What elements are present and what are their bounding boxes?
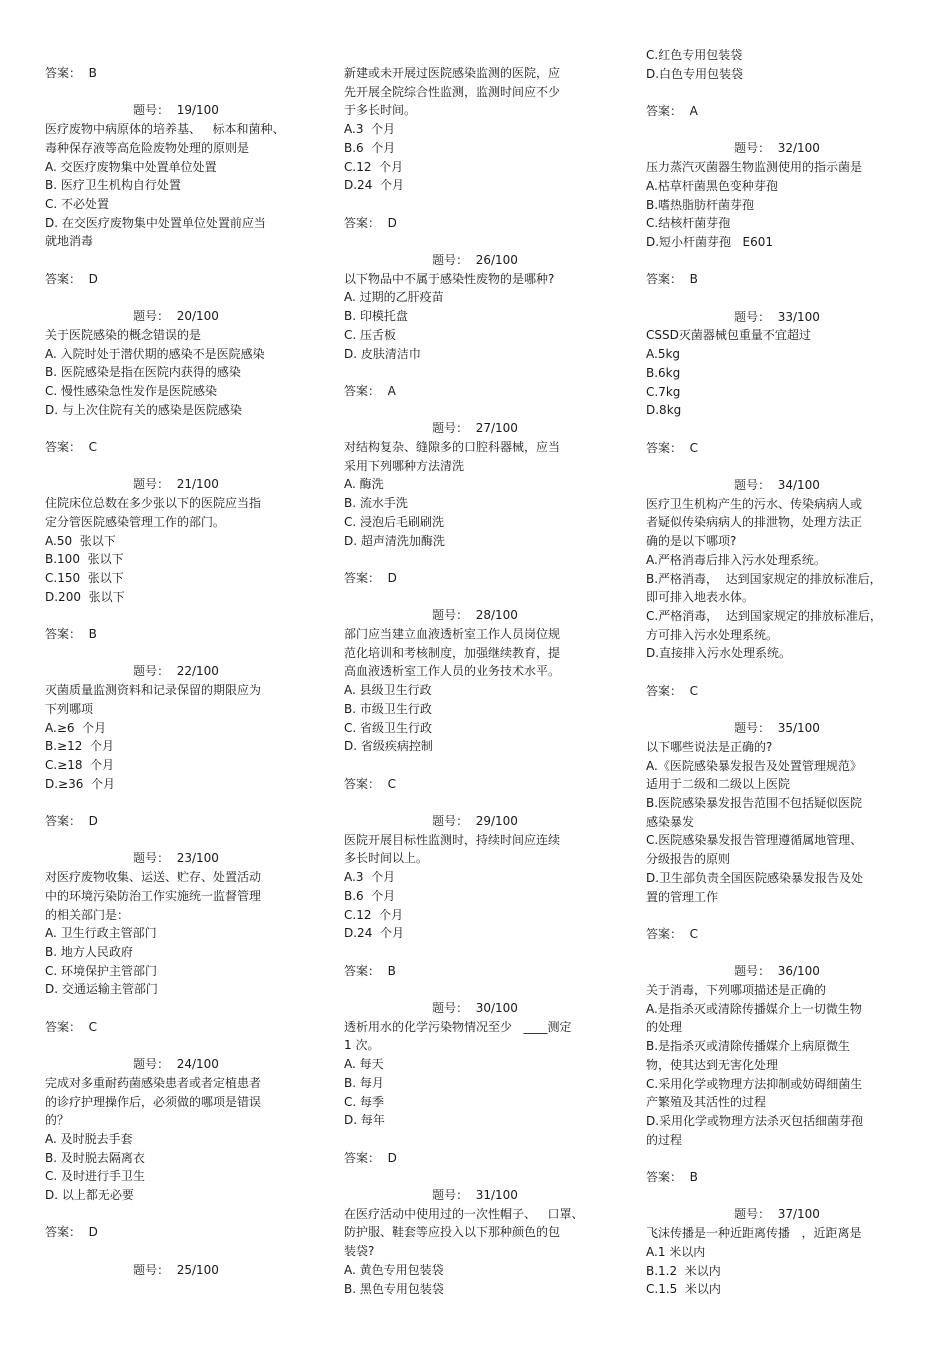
question-text-line: 于多长时间。 [344,103,417,118]
question-text-line: D. 皮肤清洁巾 [344,346,421,361]
question-text-line: 就地消毒 [45,234,94,249]
spacer [646,944,908,963]
question-text-line: 范化培训和考核制度，加强继续教育，提 [344,645,561,660]
question-text-line: C.结核杆菌芽孢 [646,216,731,231]
question-text-line: C.12 个月 [344,159,404,174]
question-text-line: 的相关部门是： [45,907,130,922]
spacer [646,289,908,308]
question-text-line: 部门应当建立血液透析室工作人员岗位规 [344,627,561,641]
question-text-line: D.≥36 个月 [45,776,116,791]
question-text-line: B. 流水手洗 [344,496,408,511]
question-text-line: 的处理 [646,1020,683,1035]
question-text-line: 飞沫传播是一种近距离传播 ，近距离是 [646,1226,862,1241]
question-text-line: D.短小杆菌芽孢 E601 [646,235,773,249]
question-text-line: A. 黄色专用包装袋 [344,1262,444,1277]
answer-line: 答案： D [45,814,98,828]
column-right [646,46,908,1299]
spacer [344,195,606,214]
question-text-line: B.≥12 个月 [45,739,115,754]
question-text-line: C. 浸泡后毛刷刷洗 [344,514,445,529]
answer-line: 答案： C [45,440,98,454]
answer-line: 答案： D [344,570,397,585]
question-text-line: B. 医院感染是指在医院内获得的感染 [45,365,241,380]
question-text-line: D. 以上都无必要 [45,1188,134,1203]
question-text-line: B. 及时脱去隔离衣 [45,1150,145,1165]
answer-line: 答案： C [344,776,397,791]
question-text-line: 在医疗活动中使用过的一次性帽子、 口罩、 [344,1206,584,1221]
spacer [344,943,606,962]
question-text-line: C.7kg [646,384,681,399]
question-text-line: B.是指杀灭或清除传播媒介上病原微生 [646,1039,851,1054]
question-text-line: D.200 张以下 [45,589,125,604]
question-text-line: 透析用水的化学污染物情况至少 ____测定 [344,1019,572,1034]
question-text-line: 对结构复杂、缝隙多的口腔科器械，应当 [344,440,561,454]
answer-line: 答案： B [344,963,396,978]
question-text-line: 即可排入地表水体。 [646,590,755,605]
question-text-line: B.6kg [646,365,681,380]
spacer [45,251,307,270]
question-text-line: 医疗卫生机构产生的污水、传染病病人或 [646,496,863,511]
question-text-line: 装袋? [344,1244,375,1259]
spacer [646,701,908,720]
question-text-line: A. 交医疗废物集中处置单位处置 [45,159,217,174]
question-text-line: 的诊疗护理操作后，必须做的哪项是错误 [45,1094,262,1109]
answer-line: 答案： B [646,272,698,287]
question-text-line: B.医院感染暴发报告范围不包括疑似医院 [646,796,863,810]
question-number: 题号： 21/100 [133,477,219,492]
question-text-line: B.严格消毒， 达到国家规定的排放标准后， [646,571,882,586]
answer-line: 答案： B [45,627,97,641]
question-text-line: A. 卫生行政主管部门 [45,926,157,941]
question-text-line: 下列哪项 [45,701,94,716]
question-text-line: A.是指杀灭或清除传播媒介上一切微生物 [646,1001,862,1016]
question-text-line: 分级报告的原则 [646,852,731,867]
spacer [646,83,908,102]
spacer [344,980,606,999]
question-text-line: D.白色专用包装袋 [646,66,744,81]
answer-line: 答案： C [646,926,699,941]
spacer [45,457,307,476]
question-text-line: 中的环境污染防治工作实施统一监督管理 [45,888,262,903]
question-text-line: 的过程 [646,1132,683,1147]
spacer [45,793,307,812]
question-text-line: A.≥6 个月 [45,720,107,735]
spacer [344,1130,606,1149]
question-text-line: 高血液透析室工作人员的业务技术水平。 [344,664,561,679]
question-text-line: C.严格消毒， 达到国家规定的排放标准后， [646,609,882,623]
spacer [45,1205,307,1224]
question-text-line: A. 入院时处于潜伏期的感染不是医院感染 [45,346,265,361]
question-text-line: C. 每季 [344,1094,385,1109]
question-number: 题号： 33/100 [734,309,820,324]
question-text-line: A.严格消毒后排入污水处理系统。 [646,552,826,567]
question-number: 题号： 30/100 [432,1001,518,1015]
question-text-line: D. 在交医疗废物集中处置单位处置前应当 [45,215,266,230]
spacer [45,644,307,663]
spacer [344,793,606,812]
question-text-line: D.24 个月 [344,178,404,193]
question-text-line: 完成对多重耐药菌感染患者或者定植患者 [45,1075,262,1090]
column-middle [344,64,606,1298]
question-text-line: A.3 个月 [344,870,396,885]
question-text-line: D.采用化学或物理方法杀灭包括细菌芽孢 [646,1113,864,1128]
answer-line: 答案： D [344,1150,397,1165]
question-number: 题号： 23/100 [133,851,219,866]
question-text-line: 以下物品中不属于感染性废物的是哪种? [344,271,555,286]
column-left [45,64,307,1280]
question-text-line: 毒种保存液等高危险废物处理的原则是 [45,140,250,155]
spacer [45,999,307,1018]
question-text-line: B.嗜热脂肪杆菌芽孢 [646,197,755,212]
question-text-line: A. 及时脱去手套 [45,1131,133,1146]
question-text-line: 压力蒸汽灭菌器生物监测使用的指示菌是 [646,160,863,175]
question-text-line: B.6 个月 [344,140,396,155]
spacer [344,550,606,569]
question-text-line: D. 省级疾病控制 [344,739,433,754]
question-number: 题号： 27/100 [432,421,518,436]
question-text-line: A.50 张以下 [45,533,116,548]
question-number: 题号： 19/100 [133,103,219,118]
question-text-line: 产繁殖及其活性的过程 [646,1095,767,1110]
question-text-line: C.红色专用包装袋 [646,48,743,62]
question-text-line: 对医疗废物收集、运送、贮存、处置活动 [45,870,262,885]
question-text-line: A. 酶洗 [344,477,384,492]
question-text-line: B. 黑色专用包装袋 [344,1281,444,1296]
question-text-line: D. 超声清洗加酶洗 [344,533,445,548]
spacer [45,83,307,102]
question-text-line: A.5kg [646,347,681,362]
answer-line: 答案： D [344,215,397,230]
question-text-line: C. 及时进行手卫生 [45,1169,146,1184]
spacer [344,588,606,607]
spacer [344,363,606,382]
question-text-line: D. 每年 [344,1113,385,1128]
question-text-line: B. 印模托盘 [344,309,408,324]
spacer [646,457,908,476]
answer-line: 答案： A [344,383,396,398]
question-number: 题号： 29/100 [432,814,518,828]
question-number: 题号： 32/100 [734,141,820,156]
answer-line: 答案： B [45,66,97,80]
question-text-line: C. 慢性感染急性发作是医院感染 [45,383,218,398]
spacer [45,606,307,625]
question-text-line: A.枯草杆菌黑色变种芽孢 [646,178,778,193]
question-text-line: 物，使其达到无害化处理 [646,1057,779,1072]
question-text-line: 关于医院感染的概念错误的是 [45,327,202,342]
answer-line: 答案： B [646,1170,698,1185]
question-number: 题号： 37/100 [734,1207,820,1222]
question-text-line: C. 不必处置 [45,196,110,211]
question-text-line: 新建或未开展过医院感染监测的医院，应 [344,66,561,80]
spacer [646,420,908,439]
question-text-line: B. 医疗卫生机构自行处置 [45,178,181,193]
question-text-line: C.1.5 米以内 [646,1282,721,1297]
question-text-line: C.150 张以下 [45,570,124,585]
question-number: 题号： 31/100 [432,1188,518,1202]
spacer [646,663,908,682]
question-text-line: 先开展全院综合性监测，监测时间应不少 [344,84,561,99]
question-text-line: C.医院感染暴发报告管理遵循属地管理、 [646,833,863,848]
question-text-line: 定分管医院感染管理工作的部门。 [45,514,226,529]
question-text-line: 以下哪些说法是正确的? [646,739,773,754]
question-text-line: C.≥18 个月 [45,757,115,772]
question-text-line: 医疗废物中病原体的培养基、 标本和菌种、 [45,122,285,137]
question-text-line: B. 市级卫生行政 [344,701,432,716]
question-number: 题号： 28/100 [432,608,518,623]
question-text-line: D.24 个月 [344,926,404,941]
spacer [45,1036,307,1055]
question-text-line: 者疑似传染病病人的排泄物，处理方法正 [646,515,863,530]
question-text-line: 采用下列哪种方法清洗 [344,458,465,473]
question-number: 题号： 36/100 [734,964,820,979]
question-text-line: A.1 米以内 [646,1244,706,1259]
spacer [344,232,606,251]
question-text-line: D.卫生部负责全国医院感染暴发报告及处 [646,870,864,885]
question-number: 题号： 35/100 [734,721,820,736]
spacer [344,1167,606,1186]
answer-line: 答案： A [646,104,698,119]
question-text-line: B.100 张以下 [45,552,124,567]
spacer [646,1149,908,1168]
question-text-line: D.8kg [646,403,682,418]
question-text-line: A.《医院感染暴发报告及处置管理规范》 [646,758,862,773]
question-text-line: 医院开展目标性监测时，持续时间应连续 [344,832,561,847]
question-text-line: 感染暴发 [646,814,695,829]
spacer [646,252,908,271]
question-text-line: B. 地方人民政府 [45,944,133,959]
spacer [646,1187,908,1206]
question-text-line: 住院床位总数在多少张以下的医院应当指 [45,496,262,511]
question-text-line: C. 压舌板 [344,327,397,342]
question-text-line: C.12 个月 [344,907,404,922]
spacer [646,121,908,140]
spacer [45,419,307,438]
question-number: 题号： 25/100 [133,1262,219,1277]
question-text-line: CSSD灭菌器械包重量不宜超过 [646,328,811,343]
spacer [45,1242,307,1261]
question-text-line: B.6 个月 [344,888,396,903]
question-text-line: B. 每月 [344,1075,384,1090]
answer-line: 答案： C [45,1019,98,1034]
question-number: 题号： 20/100 [133,309,219,324]
question-text-line: A. 每天 [344,1057,384,1072]
question-text-line: 防护服、鞋套等应投入以下那种颜色的包 [344,1225,561,1240]
question-number: 题号： 24/100 [133,1057,219,1072]
spacer [45,831,307,850]
question-number: 题号： 22/100 [133,664,219,679]
answer-line: 答案： C [646,683,699,698]
question-text-line: A. 县级卫生行政 [344,683,432,698]
question-number: 题号： 34/100 [734,478,820,493]
answer-line: 答案： C [646,440,699,455]
answer-line: 答案： D [45,271,98,286]
spacer [344,401,606,420]
question-text-line: D.直接排入污水处理系统。 [646,646,792,661]
spacer [344,756,606,775]
question-text-line: B.1.2 米以内 [646,1263,721,1278]
question-text-line: A. 过期的乙肝疫苗 [344,290,444,305]
question-text-line: 多长时间以上。 [344,851,429,866]
question-text-line: 灭菌质量监测资料和记录保留的期限应为 [45,683,262,698]
question-text-line: C. 环境保护主管部门 [45,963,158,978]
question-text-line: D. 交通运输主管部门 [45,982,158,997]
question-text-line: 确的是以下哪项? [646,534,737,549]
question-text-line: 适用于二级和二级以上医院 [646,777,791,792]
question-text-line: 方可排入污水处理系统。 [646,627,779,642]
answer-line: 答案： D [45,1225,98,1240]
question-text-line: D. 与上次住院有关的感染是医院感染 [45,402,242,417]
question-text-line: 关于消毒，下列哪项描述是正确的 [646,983,827,997]
spacer [646,906,908,925]
question-text-line: 的？ [45,1113,70,1128]
spacer [45,288,307,307]
question-text-line: A.3 个月 [344,122,396,137]
question-text-line: 1 次。 [344,1038,380,1053]
question-text-line: 置的管理工作 [646,889,719,904]
question-text-line: C.采用化学或物理方法抑制或妨碍细菌生 [646,1076,863,1091]
question-text-line: C. 省级卫生行政 [344,720,433,735]
question-number: 题号： 26/100 [432,253,518,267]
